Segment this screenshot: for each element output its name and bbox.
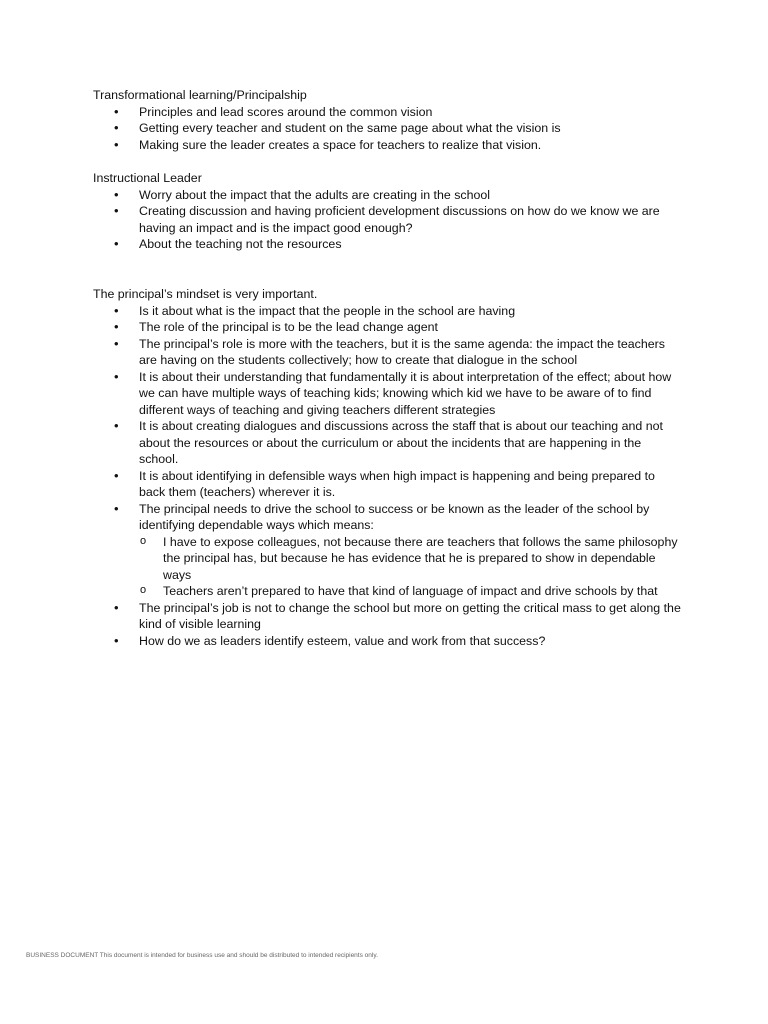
- bullet-item: • The role of the principal is to be the lead change agent: [93, 319, 683, 336]
- bullet-item: • Principles and lead scores around the common vision: [93, 104, 683, 121]
- sub-bullet-item: o Teachers aren’t prepared to have that kind of language of impact and drive schools by that: [93, 583, 683, 600]
- section-principal-mindset: [93, 286, 683, 649]
- bullet-item: • The principal’s role is more with the teachers, but it is the same agenda: the impact the teachers are having on the students collectively; how to create that dialogue in the school: [93, 336, 683, 369]
- section-instructional-leader: [93, 170, 683, 253]
- section-heading: The principal’s mindset is very important.: [93, 287, 318, 301]
- bullet-item: • Is it about what is the impact that the people in the school are having: [93, 303, 683, 320]
- bullet-item: • Getting every teacher and student on the same page about what the vision is: [93, 120, 683, 137]
- bullet-list: [93, 104, 683, 154]
- bullet-item: • About the teaching not the resources: [93, 236, 683, 253]
- bullet-item: • It is about their understanding that fundamentally it is about interpretation of the effect; about how we can have multiple ways of teaching kids; knowing which kid we have to be aware of to find different ways of teaching and giving teachers different strategies: [93, 369, 683, 419]
- bullet-item: • How do we as leaders identify esteem, value and work from that success?: [93, 633, 683, 650]
- bullet-item: • The principal’s job is not to change the school but more on getting the critical mass to get along the kind of visible learning: [93, 600, 683, 633]
- bullet-item: • Creating discussion and having proficient development discussions on how do we know we are having an impact and is the impact good enough?: [93, 203, 683, 236]
- bullet-item: • Worry about the impact that the adults are creating in the school: [93, 187, 683, 204]
- section-heading: Instructional Leader: [93, 171, 202, 185]
- bullet-item: • It is about identifying in defensible ways when high impact is happening and being prepared to back them (teachers) wherever it is.: [93, 468, 683, 501]
- sub-bullet-item: o I have to expose colleagues, not because there are teachers that follows the same philosophy the principal has, but because he has evidence that he is prepared to show in dependable ways: [93, 534, 683, 584]
- bullet-item: • It is about creating dialogues and discussions across the staff that is about our teaching and not about the resources or about the curriculum or about the incidents that are happening in the school.: [93, 418, 683, 468]
- footer-disclaimer: BUSINESS DOCUMENT This document is intended for business use and should be distributed to intended recipients only.: [26, 952, 378, 959]
- bullet-item: • The principal needs to drive the school to success or be known as the leader of the school by identifying dependable ways which means:: [93, 501, 683, 534]
- section-heading: Transformational learning/Principalship: [93, 88, 307, 102]
- section-transformational-learning: [93, 87, 683, 153]
- bullet-item: • Making sure the leader creates a space for teachers to realize that vision.: [93, 137, 683, 154]
- bullet-list: [93, 303, 683, 650]
- bullet-list: [93, 187, 683, 253]
